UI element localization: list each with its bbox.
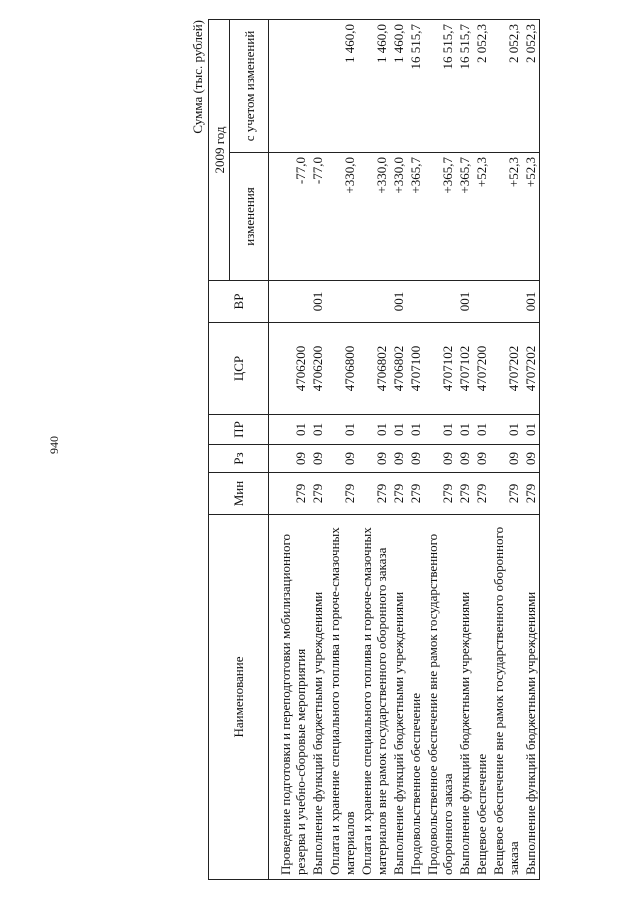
cell-name: Оплата и хранение специального топлива и горюче-смазочных материалов [326,515,358,880]
cell-pr: 01 [390,415,407,445]
cell-pr: 01 [490,415,522,445]
cell-name: Оплата и хранение специального топлива и горюче-смазочных материалов вне рамок государственного оборонного заказа [358,515,390,880]
cell-change: +52,3 [522,153,540,281]
table-row [473,20,490,880]
cell-change: +330,0 [326,153,358,281]
cell-rz: 09 [456,445,473,473]
gap-cell [269,20,278,153]
cell-pr: 01 [277,415,309,445]
cell-min: 279 [326,473,358,515]
cell-rz: 09 [407,445,424,473]
cell-pr: 01 [326,415,358,445]
table-row [326,20,358,880]
gap-cell [269,473,278,515]
cell-change: +365,7 [407,153,424,281]
gap-cell [269,515,278,880]
cell-vr [326,281,358,323]
gap-cell [269,281,278,323]
cell-vr: 001 [309,281,326,323]
table-row [424,20,456,880]
cell-csr: 4706800 [326,323,358,415]
header-name: Наименование [209,515,269,880]
table-row [407,20,424,880]
table-row [277,20,309,880]
header-year: 2009 год [209,20,230,281]
table-body [269,20,540,880]
cell-total: 2 052,3 [522,20,540,153]
cell-total: 1 460,0 [390,20,407,153]
header-gap-row [269,20,278,880]
cell-csr: 4706200 [309,323,326,415]
header-min: Мин [209,473,269,515]
cell-pr: 01 [522,415,540,445]
header-change: изменения [230,153,269,281]
header-pr: ПР [209,415,269,445]
cell-min: 279 [424,473,456,515]
cell-pr: 01 [358,415,390,445]
cell-vr [358,281,390,323]
cell-total: 16 515,7 [407,20,424,153]
cell-change: +330,0 [358,153,390,281]
cell-total: 1 460,0 [326,20,358,153]
cell-min: 279 [358,473,390,515]
cell-csr: 4707100 [407,323,424,415]
cell-change: -77,0 [277,153,309,281]
table-row [522,20,540,880]
cell-name: Продовольственное обеспечение вне рамок государственного оборонного заказа [424,515,456,880]
header-rz: Рз [209,445,269,473]
cell-change: +52,3 [473,153,490,281]
cell-min: 279 [277,473,309,515]
cell-csr: 4706802 [358,323,390,415]
cell-min: 279 [390,473,407,515]
cell-vr: 001 [522,281,540,323]
cell-name: Вещевое обеспечение [473,515,490,880]
cell-min: 279 [490,473,522,515]
cell-csr: 4706802 [390,323,407,415]
cell-rz: 09 [358,445,390,473]
cell-name: Выполнение функций бюджетными учреждениями [456,515,473,880]
cell-vr [407,281,424,323]
header-csr: ЦСР [209,323,269,415]
cell-vr: 001 [390,281,407,323]
cell-vr [473,281,490,323]
cell-min: 279 [309,473,326,515]
cell-change: -77,0 [309,153,326,281]
cell-rz: 09 [326,445,358,473]
cell-vr [424,281,456,323]
cell-change: +365,7 [424,153,456,281]
cell-name: Продовольственное обеспечение [407,515,424,880]
table-row [309,20,326,880]
table-header [209,20,269,880]
header-vr: ВР [209,281,269,323]
cell-name: Вещевое обеспечение вне рамок государственного оборонного заказа [490,515,522,880]
cell-min: 279 [473,473,490,515]
cell-name: Выполнение функций бюджетными учреждениями [390,515,407,880]
cell-min: 279 [522,473,540,515]
cell-pr: 01 [309,415,326,445]
cell-rz: 09 [490,445,522,473]
header-with-change: с учетом изменений [230,20,269,153]
cell-csr: 4706200 [277,323,309,415]
cell-change: +365,7 [456,153,473,281]
cell-change: +330,0 [390,153,407,281]
gap-cell [269,445,278,473]
units-caption: Сумма (тыс. рублей) [190,20,205,134]
cell-min: 279 [456,473,473,515]
cell-change: +52,3 [490,153,522,281]
cell-name: Выполнение функций бюджетными учреждениями [522,515,540,880]
cell-rz: 09 [277,445,309,473]
table-row [456,20,473,880]
page-number: 940 [47,436,61,454]
rotated-table-page [190,20,640,880]
table-row [490,20,522,880]
cell-vr: 001 [456,281,473,323]
cell-rz: 09 [473,445,490,473]
gap-cell [269,415,278,445]
cell-rz: 09 [424,445,456,473]
cell-csr: 4707202 [490,323,522,415]
cell-name: Выполнение функций бюджетными учреждениями [309,515,326,880]
cell-total: 2 052,3 [490,20,522,153]
cell-rz: 09 [390,445,407,473]
cell-pr: 01 [456,415,473,445]
cell-pr: 01 [473,415,490,445]
cell-total: 1 460,0 [358,20,390,153]
budget-table [208,19,540,880]
cell-total: 16 515,7 [456,20,473,153]
table-row [390,20,407,880]
cell-total [309,20,326,153]
cell-csr: 4707102 [456,323,473,415]
cell-min: 279 [407,473,424,515]
cell-rz: 09 [309,445,326,473]
cell-csr: 4707102 [424,323,456,415]
cell-vr [490,281,522,323]
cell-rz: 09 [522,445,540,473]
cell-name: Проведение подготовки и переподготовки мобилизационного резерва и учебно-сборовые мероприятия [277,515,309,880]
cell-pr: 01 [407,415,424,445]
cell-total: 16 515,7 [424,20,456,153]
cell-csr: 4707200 [473,323,490,415]
cell-total [277,20,309,153]
gap-cell [269,323,278,415]
cell-vr [277,281,309,323]
cell-pr: 01 [424,415,456,445]
gap-cell [269,153,278,281]
cell-csr: 4707202 [522,323,540,415]
table-row [358,20,390,880]
cell-total: 2 052,3 [473,20,490,153]
